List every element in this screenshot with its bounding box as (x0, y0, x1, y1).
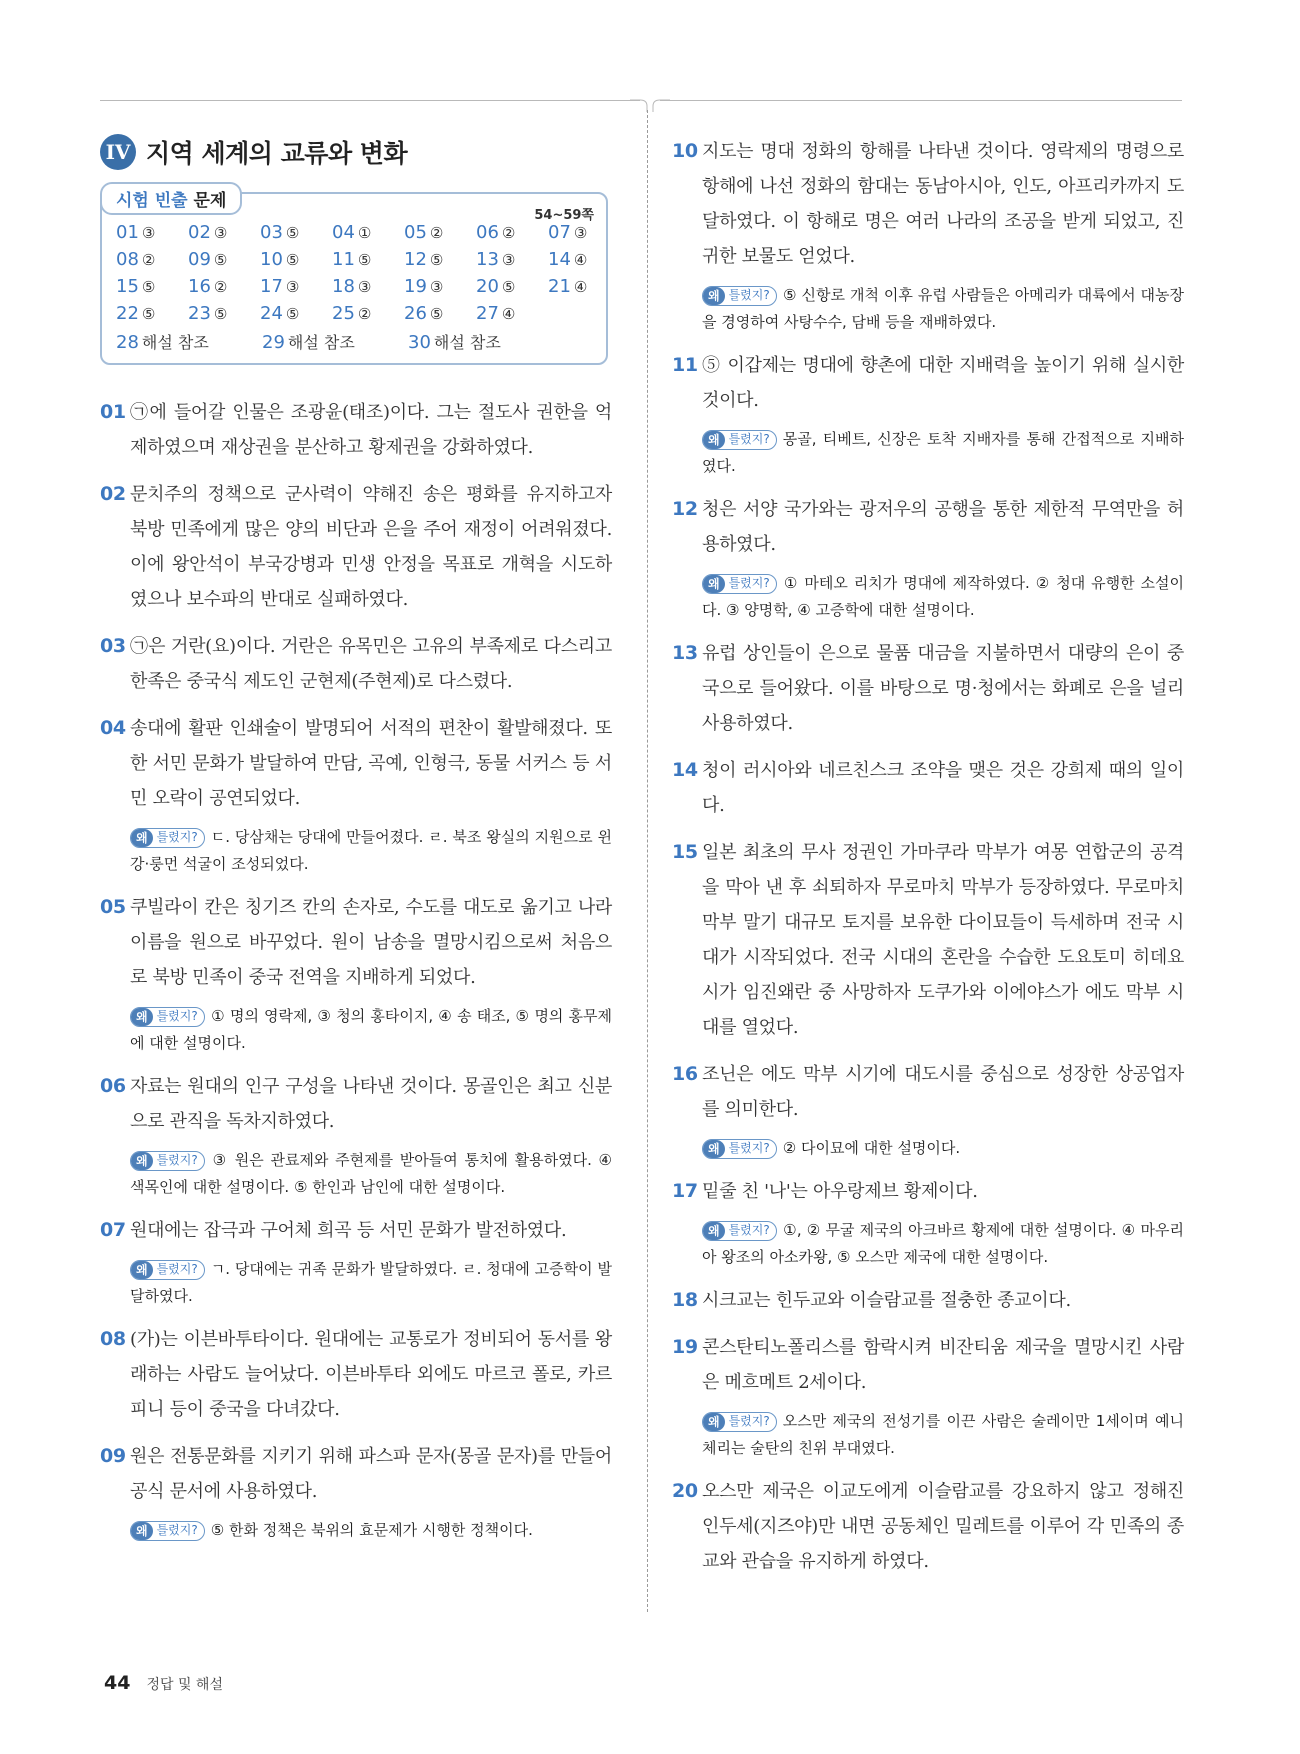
why-wrong-badge (702, 286, 777, 306)
explanation-item (100, 477, 612, 617)
why-badge-text: 틀렸지? (728, 288, 770, 302)
wrong-note-text: 몽골, 티베트, 신장은 토착 지배자를 통해 간접적으로 지배하였다. (702, 430, 1184, 475)
answer-number: 01 (116, 222, 139, 243)
answer-number: 13 (476, 249, 499, 270)
footer-label: 정답 및 해설 (146, 1677, 223, 1693)
answer-item (188, 303, 260, 324)
answer-item (476, 249, 548, 270)
answer-number: 27 (476, 303, 499, 324)
explanation-item (100, 629, 612, 699)
explanation-item (100, 395, 612, 465)
explanation-text: 지도는 명대 정화의 항해를 나타낸 것이다. 영락제의 명령으로 항해에 나선 정화의 함대는 동남아시아, 인도, 아프리카까지 도달하였다. 이 항해로 명은 여러 나라의 조공을 받게 되었고, 진귀한 보물도 얻었다. (702, 141, 1184, 267)
answer-item (476, 303, 548, 324)
answer-number: 07 (548, 222, 571, 243)
answer-item (188, 249, 260, 270)
explanation-text: 송대에 활판 인쇄술이 발명되어 서적의 편찬이 활발해졌다. 또한 서민 문화가 발달하여 만담, 곡예, 인형극, 동물 서커스 등 서민 오락이 공연되었다. (130, 718, 612, 809)
wrong-note (130, 1517, 612, 1544)
explanation-item (672, 348, 1184, 418)
wrong-note (130, 824, 612, 878)
answer-choice: ⑤ (213, 305, 228, 323)
answer-box-tab (100, 182, 242, 215)
why-badge-text: 틀렸지? (156, 1009, 198, 1023)
answer-choice: ⑤ (285, 251, 300, 269)
why-badge-dot: 왜 (131, 1008, 153, 1026)
question-number: 10 (672, 140, 698, 162)
answer-key-box (100, 192, 608, 365)
explanation-text: 일본 최초의 무사 정권인 가마쿠라 막부가 여몽 연합군의 공격을 막아 낸 후 쇠퇴하자 무로마치 막부가 등장하였다. 무로마치 막부 말기 대규모 토지를 보유한 다이묘들이 득세하며 전국 시대가 시작되었다. 전국 시대의 혼란을 수습한 도요토미 히데요시가 임진왜란 중 사망하자 도쿠가와 이에야스가 에도 막부 시대를 열었다. (702, 842, 1184, 1038)
answer-number: 03 (260, 222, 283, 243)
tab-label-blue: 시험 빈출 (116, 191, 188, 211)
wrong-note-text: ② 다이묘에 대한 설명이다. (782, 1139, 961, 1157)
answer-item (404, 303, 476, 324)
answer-number: 04 (332, 222, 355, 243)
explanation-item (100, 1069, 612, 1139)
answer-choice: ⑤ (285, 224, 300, 242)
left-column (100, 134, 612, 1556)
answer-item (116, 276, 188, 297)
page-range: 54~59쪽 (534, 208, 594, 223)
answer-choice: ⑤ (141, 278, 156, 296)
answer-item (476, 276, 548, 297)
why-badge-dot: 왜 (703, 1222, 725, 1240)
answer-choice: ③ (285, 278, 300, 296)
explanation-item (672, 1057, 1184, 1127)
why-badge-text: 틀렸지? (728, 1141, 770, 1155)
wrong-note-text: ① 마테오 리치가 명대에 제작하였다. ② 청대 유행한 소설이다. ③ 양명학, ④ 고증학에 대한 설명이다. (702, 574, 1184, 619)
answer-choice: ③ (357, 278, 372, 296)
answer-number: 19 (404, 276, 427, 297)
why-badge-text: 틀렸지? (728, 1223, 770, 1237)
question-number: 20 (672, 1480, 698, 1502)
answer-choice: ③ (213, 224, 228, 242)
question-number: 07 (100, 1219, 126, 1241)
question-number: 13 (672, 642, 698, 664)
answer-item (188, 222, 260, 243)
answer-number: 09 (188, 249, 211, 270)
why-wrong-badge (130, 1151, 205, 1171)
explanation-text: 원은 전통문화를 지키기 위해 파스파 문자(몽골 문자)를 만들어 공식 문서에 사용하였다. (130, 1446, 612, 1502)
answer-ref-text: 해설 참조 (287, 333, 355, 352)
answer-number: 16 (188, 276, 211, 297)
question-number: 01 (100, 401, 126, 423)
explanation-text: 원대에는 잡극과 구어체 희곡 등 서민 문화가 발전하였다. (130, 1220, 567, 1241)
explanation-item (100, 1439, 612, 1509)
answer-item (332, 303, 404, 324)
answer-number: 08 (116, 249, 139, 270)
explanation-text: 시크교는 힌두교와 이슬람교를 절충한 종교이다. (702, 1290, 1071, 1311)
why-wrong-badge (130, 1007, 205, 1027)
question-number: 19 (672, 1336, 698, 1358)
explanation-item (672, 1283, 1184, 1318)
explanation-text: 자료는 원대의 인구 구성을 나타낸 것이다. 몽골인은 최고 신분으로 관직을 독차지하였다. (130, 1076, 612, 1132)
explanation-text: 유럽 상인들이 은으로 물품 대금을 지불하면서 대량의 은이 중국으로 들어왔다. 이를 바탕으로 명·청에서는 화폐로 은을 널리 사용하였다. (702, 643, 1184, 734)
answer-choice: ③ (573, 224, 588, 242)
answer-number: 14 (548, 249, 571, 270)
answer-item (548, 222, 620, 243)
answer-choice: ⑤ (429, 305, 444, 323)
answer-choice: ④ (573, 251, 588, 269)
answer-choice: ② (429, 224, 444, 242)
answer-ref-item (116, 330, 262, 353)
wrong-note (130, 1147, 612, 1201)
answer-item (404, 222, 476, 243)
answer-item (332, 222, 404, 243)
answer-item (548, 276, 620, 297)
page-number: 44 (104, 1672, 131, 1694)
section-heading (100, 134, 612, 170)
why-wrong-badge (702, 1139, 777, 1159)
explanation-item (672, 753, 1184, 823)
wrong-note-text: ㄷ. 당삼채는 당대에 만들어졌다. ㄹ. 북조 왕실의 지원으로 윈강·룽먼 석굴이 조성되었다. (130, 828, 612, 873)
wrong-note-text: ①, ② 무굴 제국의 아크바르 황제에 대한 설명이다. ④ 마우리아 왕조의 아소카왕, ⑤ 오스만 제국에 대한 설명이다. (702, 1221, 1184, 1266)
answer-item (332, 276, 404, 297)
question-number: 08 (100, 1328, 126, 1350)
wrong-note (702, 1135, 1184, 1162)
answer-choice: ② (141, 251, 156, 269)
column-divider (647, 110, 648, 1612)
answer-ref-item (408, 330, 554, 353)
question-number: 12 (672, 498, 698, 520)
answer-number: 20 (476, 276, 499, 297)
why-wrong-badge (130, 828, 205, 848)
why-badge-text: 틀렸지? (156, 1523, 198, 1537)
answer-number: 23 (188, 303, 211, 324)
answer-choice: ① (357, 224, 372, 242)
question-number: 03 (100, 635, 126, 657)
answer-choice: ④ (501, 305, 516, 323)
why-wrong-badge (702, 430, 777, 450)
answer-ref-row (116, 330, 592, 353)
right-explanations (672, 134, 1184, 1579)
explanation-text: 조닌은 에도 막부 시기에 대도시를 중심으로 성장한 상공업자를 의미한다. (702, 1064, 1184, 1120)
explanation-item (100, 711, 612, 816)
answer-number: 02 (188, 222, 211, 243)
answer-choice: ③ (429, 278, 444, 296)
answer-item (548, 249, 620, 270)
answer-number: 11 (332, 249, 355, 270)
explanation-text: ㉠에 들어갈 인물은 조광윤(태조)이다. 그는 절도사 권한을 억제하였으며 재상권을 분산하고 황제권을 강화하였다. (130, 402, 612, 458)
why-badge-dot: 왜 (703, 575, 725, 593)
answer-ref-text: 해설 참조 (141, 333, 209, 352)
answer-choice: ④ (573, 278, 588, 296)
why-badge-text: 틀렸지? (728, 576, 770, 590)
answer-ref-text: 해설 참조 (433, 333, 501, 352)
explanation-item (672, 636, 1184, 741)
why-badge-dot: 왜 (703, 287, 725, 305)
question-number: 14 (672, 759, 698, 781)
answer-number: 24 (260, 303, 283, 324)
why-badge-dot: 왜 (703, 1413, 725, 1431)
answer-number: 26 (404, 303, 427, 324)
answer-item (260, 276, 332, 297)
question-number: 02 (100, 483, 126, 505)
why-wrong-badge (130, 1260, 205, 1280)
answer-choice: ② (357, 305, 372, 323)
why-badge-dot: 왜 (131, 1261, 153, 1279)
answer-number: 05 (404, 222, 427, 243)
answer-item (260, 222, 332, 243)
answer-grid (116, 222, 592, 324)
why-badge-dot: 왜 (131, 829, 153, 847)
why-badge-text: 틀렸지? (156, 1153, 198, 1167)
question-number: 04 (100, 717, 126, 739)
answer-choice: ⑤ (429, 251, 444, 269)
wrong-note (702, 282, 1184, 336)
answer-choice: ⑤ (141, 305, 156, 323)
roman-numeral-badge: IV (100, 134, 136, 170)
answer-item (188, 276, 260, 297)
wrong-note-text: ⑤ 신항로 개척 이후 유럽 사람들은 아메리카 대륙에서 대농장을 경영하여 사탕수수, 담배 등을 재배하였다. (702, 286, 1184, 331)
wrong-note-text: ③ 원은 관료제와 주현제를 받아들여 통치에 활용하였다. ④ 색목인에 대한 설명이다. ⑤ 한인과 남인에 대한 설명이다. (130, 1151, 612, 1196)
page-footer (104, 1672, 223, 1694)
explanation-text: ⑤ 이갑제는 명대에 향촌에 대한 지배력을 높이기 위해 실시한 것이다. (702, 355, 1184, 411)
explanation-text: 청은 서양 국가와는 광저우의 공행을 통한 제한적 무역만을 허용하였다. (702, 499, 1184, 555)
answer-number: 30 (408, 332, 431, 353)
answer-choice: ③ (141, 224, 156, 242)
explanation-text: 쿠빌라이 칸은 칭기즈 칸의 손자로, 수도를 대도로 옮기고 나라 이름을 원으로 바꾸었다. 원이 남송을 멸망시킴으로써 처음으로 북방 민족이 중국 전역을 지배하게 되었다. (130, 897, 612, 988)
wrong-note (702, 426, 1184, 480)
question-number: 09 (100, 1445, 126, 1467)
answer-choice: ② (501, 224, 516, 242)
why-badge-dot: 왜 (703, 431, 725, 449)
wrong-note-text: 오스만 제국의 전성기를 이끈 사람은 술레이만 1세이며 예니체리는 술탄의 친위 부대였다. (702, 1412, 1184, 1457)
explanation-item (100, 1322, 612, 1427)
question-number: 11 (672, 354, 698, 376)
explanation-item (672, 492, 1184, 562)
why-wrong-badge (130, 1521, 205, 1541)
answer-choice: ⑤ (357, 251, 372, 269)
answer-item (404, 276, 476, 297)
answer-number: 22 (116, 303, 139, 324)
wrong-note (130, 1256, 612, 1310)
explanation-item (100, 890, 612, 995)
answer-choice: ⑤ (213, 251, 228, 269)
answer-item (332, 249, 404, 270)
top-rule-left (100, 100, 640, 101)
why-badge-text: 틀렸지? (728, 1414, 770, 1428)
answer-item (116, 249, 188, 270)
explanation-text: (가)는 이븐바투타이다. 원대에는 교통로가 정비되어 동서를 왕래하는 사람도 늘어났다. 이븐바투타 외에도 마르코 폴로, 카르피니 등이 중국을 다녀갔다. (130, 1329, 612, 1420)
answer-number: 10 (260, 249, 283, 270)
answer-number: 21 (548, 276, 571, 297)
answer-number: 06 (476, 222, 499, 243)
explanation-text: 문치주의 정책으로 군사력이 약해진 송은 평화를 유지하고자 북방 민족에게 많은 양의 비단과 은을 주어 재정이 어려워졌다. 이에 왕안석이 부국강병과 민생 안정을 목표로 개혁을 시도하였으나 보수파의 반대로 실패하였다. (130, 484, 612, 610)
wrong-note (130, 1003, 612, 1057)
wrong-note (702, 1408, 1184, 1462)
question-number: 18 (672, 1289, 698, 1311)
explanation-text: 오스만 제국은 이교도에게 이슬람교를 강요하지 않고 정해진 인두세(지즈야)만 내면 공동체인 밀레트를 이루어 각 민족의 종교와 관습을 유지하게 하였다. (702, 1481, 1184, 1572)
wrong-note-text: ① 명의 영락제, ③ 청의 홍타이지, ④ 송 태조, ⑤ 명의 홍무제에 대한 설명이다. (130, 1007, 612, 1052)
left-explanations (100, 395, 612, 1544)
question-number: 06 (100, 1075, 126, 1097)
answer-item (404, 249, 476, 270)
explanation-item (672, 134, 1184, 274)
explanation-text: 밑줄 친 '나'는 아우랑제브 황제이다. (702, 1181, 978, 1202)
why-wrong-badge (702, 1412, 777, 1432)
why-badge-dot: 왜 (131, 1152, 153, 1170)
explanation-item (672, 1330, 1184, 1400)
why-badge-text: 틀렸지? (156, 1262, 198, 1276)
answer-choice: ② (213, 278, 228, 296)
answer-number: 25 (332, 303, 355, 324)
explanation-item (100, 1213, 612, 1248)
answer-number: 29 (262, 332, 285, 353)
why-badge-text: 틀렸지? (156, 830, 198, 844)
wrong-note (702, 1217, 1184, 1271)
answer-item (476, 222, 548, 243)
page-center-notch (630, 92, 670, 112)
question-number: 16 (672, 1063, 698, 1085)
explanation-item (672, 1474, 1184, 1579)
explanation-item (672, 1174, 1184, 1209)
answer-item (116, 222, 188, 243)
question-number: 17 (672, 1180, 698, 1202)
question-number: 05 (100, 896, 126, 918)
why-wrong-badge (702, 1221, 777, 1241)
answer-choice: ③ (501, 251, 516, 269)
why-badge-text: 틀렸지? (728, 432, 770, 446)
answer-choice: ⑤ (501, 278, 516, 296)
answer-number: 17 (260, 276, 283, 297)
right-column (672, 134, 1184, 1591)
tab-label-dark: 문제 (193, 191, 227, 211)
answer-item (116, 303, 188, 324)
answer-item (260, 303, 332, 324)
answer-item (260, 249, 332, 270)
wrong-note-text: ㄱ. 당대에는 귀족 문화가 발달하였다. ㄹ. 청대에 고증학이 발달하였다. (130, 1260, 612, 1305)
answer-ref-item (262, 330, 408, 353)
answer-number: 15 (116, 276, 139, 297)
wrong-note-text: ⑤ 한화 정책은 북위의 효문제가 시행한 정책이다. (210, 1521, 533, 1539)
question-number: 15 (672, 841, 698, 863)
top-rule-right (660, 100, 1182, 101)
answer-choice: ⑤ (285, 305, 300, 323)
explanation-item (672, 835, 1184, 1045)
section-title: 지역 세계의 교류와 변화 (146, 139, 408, 168)
why-badge-dot: 왜 (703, 1140, 725, 1158)
explanation-text: 콘스탄티노폴리스를 함락시켜 비잔티움 제국을 멸망시킨 사람은 메흐메트 2세이다. (702, 1337, 1184, 1393)
explanation-text: ㉠은 거란(요)이다. 거란은 유목민은 고유의 부족제로 다스리고 한족은 중국식 제도인 군현제(주현제)로 다스렸다. (130, 636, 612, 692)
why-wrong-badge (702, 574, 777, 594)
why-badge-dot: 왜 (131, 1522, 153, 1540)
explanation-text: 청이 러시아와 네르친스크 조약을 맺은 것은 강희제 때의 일이다. (702, 760, 1184, 816)
wrong-note (702, 570, 1184, 624)
answer-number: 28 (116, 332, 139, 353)
answer-number: 12 (404, 249, 427, 270)
answer-number: 18 (332, 276, 355, 297)
